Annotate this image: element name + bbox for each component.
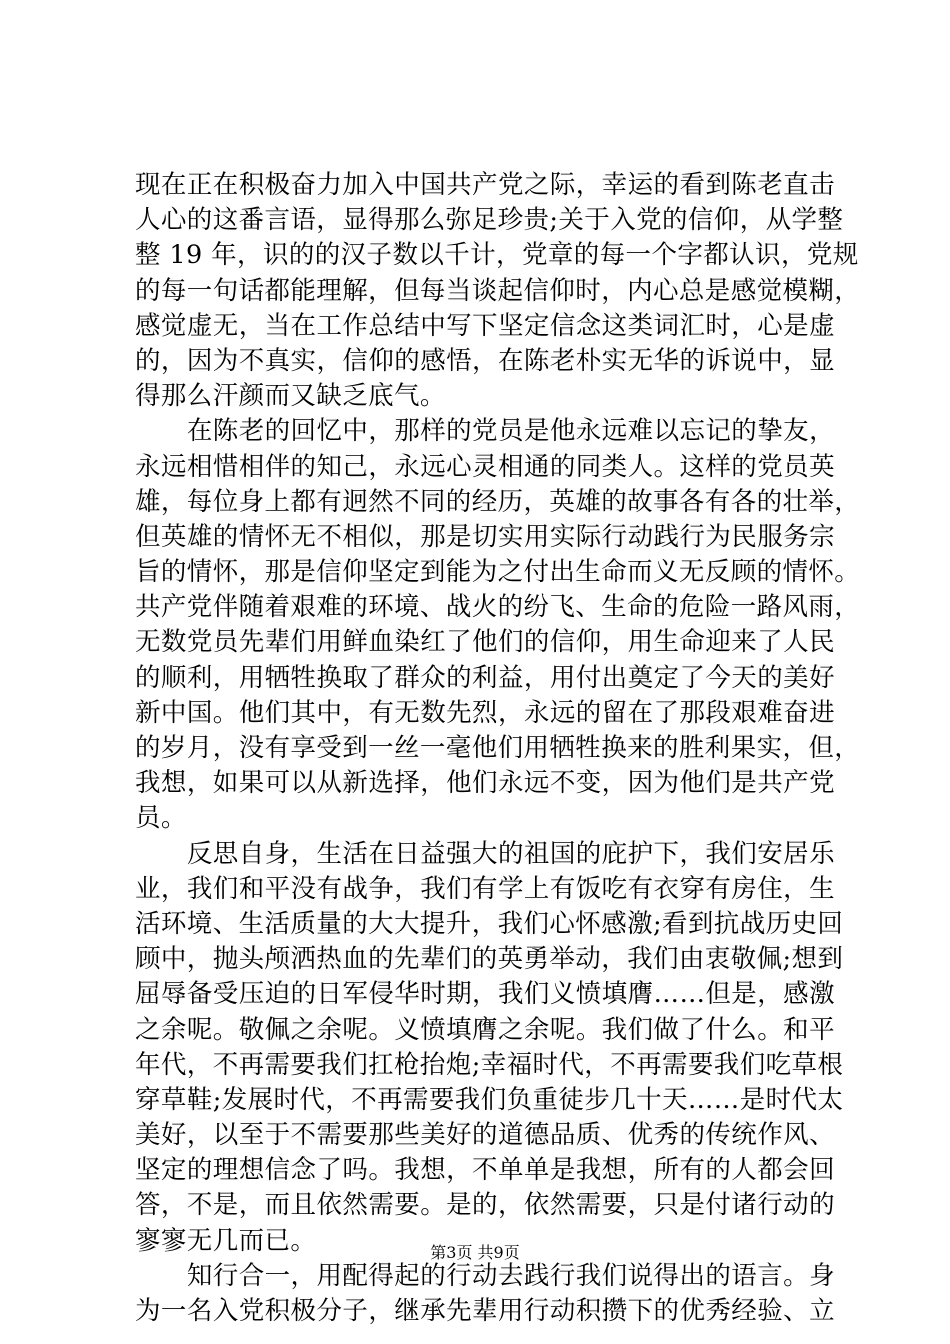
text-line: 共产党伴随着艰难的环境、战火的纷飞、生命的危险一路风雨， <box>135 592 861 623</box>
text-line: 年代，不再需要我们扛枪抬炮;幸福时代，不再需要我们吃草根 <box>135 1049 844 1080</box>
text-line: 的，因为不真实，信仰的感悟，在陈老朴实无华的诉说中，显 <box>135 345 835 376</box>
document-body <box>135 168 861 1329</box>
text-line: 人心的这番言语，显得那么弥足珍贵;关于入党的信仰，从学整 <box>135 205 844 236</box>
text-line: 的岁月，没有享受到一丝一毫他们用牺牲换来的胜利果实，但， <box>135 733 861 763</box>
text-line: 反思自身，生活在日益强大的祖国的庇护下，我们安居乐 <box>135 838 835 869</box>
text-line: 顾中，抛头颅洒热血的先辈们的英勇举动，我们由衷敬佩;想到 <box>135 944 844 975</box>
text-line: 知行合一，用配得起的行动去践行我们说得出的语言。身 <box>135 1260 835 1291</box>
text-line: 无数党员先辈们用鲜血染红了他们的信仰，用生命迎来了人民 <box>135 627 835 658</box>
text-line: 业，我们和平没有战争，我们有学上有饭吃有衣穿有房住，生 <box>135 873 835 904</box>
text-line: 之余呢。敬佩之余呢。义愤填膺之余呢。我们做了什么。和平 <box>135 1014 835 1045</box>
text-line: 坚定的理想信念了吗。我想，不单单是我想，所有的人都会回 <box>135 1155 835 1186</box>
text-line: 现在正在积极奋力加入中国共产党之际，幸运的看到陈老直击 <box>135 170 835 200</box>
text-line: 雄，每位身上都有迥然不同的经历，英雄的故事各有各的壮举， <box>135 486 861 517</box>
page-footer: 第3页 共9页 <box>430 1243 520 1262</box>
text-line: 活环境、生活质量的大大提升，我们心怀感激;看到抗战历史回 <box>135 908 844 939</box>
text-line: 我想，如果可以从新选择，他们永远不变，因为他们是共产党 <box>135 768 835 799</box>
text-line: 答，不是，而且依然需要。是的，依然需要，只是付诸行动的 <box>135 1190 835 1221</box>
text-line: 新中国。他们其中，有无数先烈，永远的留在了那段艰难奋进 <box>135 697 835 728</box>
text-line: 得那么汗颜而又缺乏底气。 <box>135 381 446 412</box>
text-line: 寥寥无几而已。 <box>135 1225 317 1256</box>
text-line: 美好，以至于不需要那些美好的道德品质、优秀的传统作风、 <box>135 1120 835 1151</box>
text-line: 感觉虚无，当在工作总结中写下坚定信念这类词汇时，心是虚 <box>135 310 835 341</box>
text-line: 屈辱备受压迫的日军侵华时期，我们义愤填膺……但是，感激 <box>135 979 835 1010</box>
text-line: 的每一句话都能理解，但每当谈起信仰时，内心总是感觉模糊， <box>135 275 861 306</box>
text-line: 员。 <box>135 803 187 834</box>
text-line: 但英雄的情怀无不相似，那是切实用实际行动践行为民服务宗 <box>135 521 835 552</box>
text-line: 在陈老的回忆中，那样的党员是他永远难以忘记的挚友， <box>135 416 835 447</box>
text-line: 整 19 年，识的的汉子数以千计，党章的每一个字都认识，党规 <box>135 240 859 271</box>
text-line: 为一名入党积极分子，继承先辈用行动积攒下的优秀经验、立 <box>135 1296 835 1326</box>
text-line: 的顺利，用牺牲换取了群众的利益，用付出奠定了今天的美好 <box>135 662 835 693</box>
text-line: 永远相惜相伴的知己，永远心灵相通的同类人。这样的党员英 <box>135 451 835 482</box>
text-line: 穿草鞋;发展时代，不再需要我们负重徒步几十天……是时代太 <box>135 1084 844 1115</box>
text-line: 旨的情怀，那是信仰坚定到能为之付出生命而义无反顾的情怀。 <box>135 557 861 588</box>
